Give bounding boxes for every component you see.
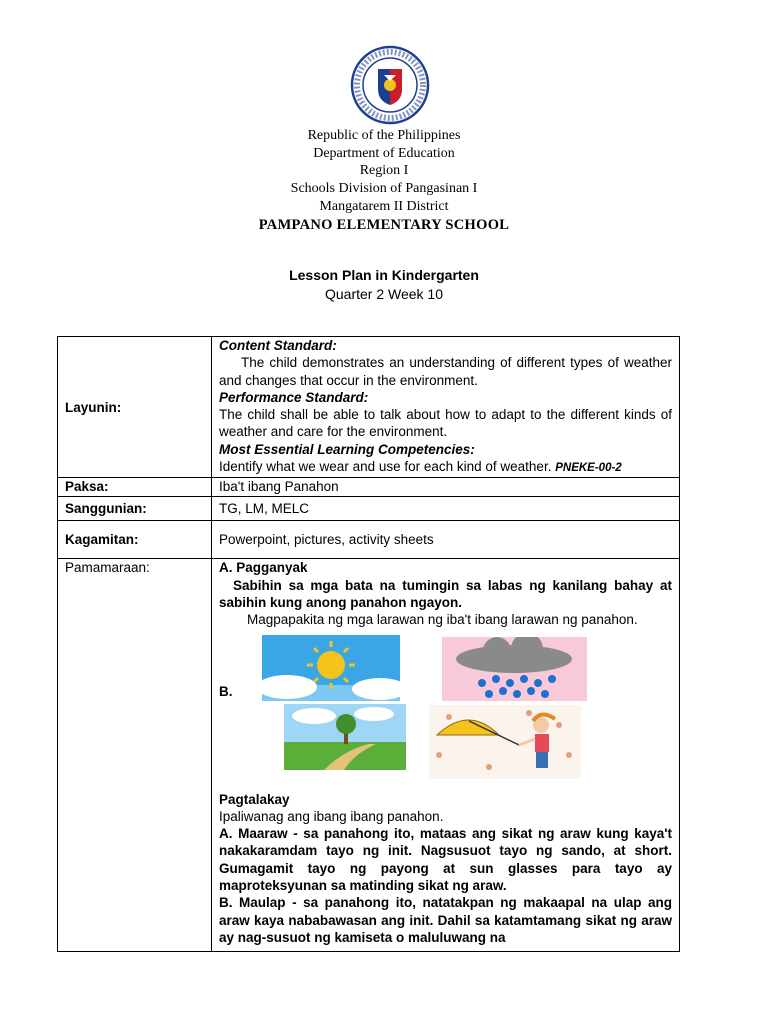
row-pamamaraan: [58, 559, 680, 952]
deped-seal: [350, 45, 430, 125]
content-standard-text: The child demonstrates an understanding of different types of weather and changes that occur in the environment.: [219, 355, 672, 388]
maaraw-paragraph: A. Maaraw - sa panahong ito, mataas ang sikat ng araw kung kaya't nakakaramdam tayo ng init. Nagsusuot tayo ng sando, at short. Gumagamit tayo ng payong at sun glasses para tayo ay maproteksyunan sa matinding sikat ng araw.: [219, 826, 672, 894]
row-paksa: [58, 478, 680, 497]
maulap-paragraph: B. Maulap - sa panahong ito, natatakpan ng makaapal na ulap ang araw kaya nababawasan ang init. Dahil sa katamtamang sikat ng araw ay nag-susuot ng kamiseta o maluluwang na: [219, 895, 672, 945]
value-sanggunian: TG, LM, MELC: [212, 497, 680, 521]
label-paksa: Paksa:: [58, 478, 212, 497]
header-line-3: Region I: [359, 163, 409, 178]
pagtalakay-text: Ipaliwanag ang ibang ibang panahon.: [219, 808, 444, 824]
header-line-4: Schools Division of Pangasinan I: [290, 181, 478, 196]
label-sanggunian: Sanggunian:: [58, 497, 212, 521]
rainy-picture: [442, 637, 587, 701]
row-sanggunian: [58, 497, 680, 521]
performance-standard-text: The child shall be able to talk about how to adapt to the different kinds of weather and care for the environment.: [219, 407, 672, 440]
label-kagamitan: Kagamitan:: [58, 521, 212, 559]
lesson-plan-subtitle: Quarter 2 Week 10: [324, 286, 444, 302]
lesson-plan-title: Lesson Plan in Kindergarten: [289, 267, 479, 283]
lesson-plan-table: [57, 336, 680, 952]
school-name: PAMPANO ELEMENTARY SCHOOL: [258, 217, 510, 233]
pagganyak-instruction: Sabihin sa mga bata na tumingin sa labas ng kanilang bahay at sabihin kung anong panahon ngayon.: [219, 577, 672, 610]
value-paksa: Iba't ibang Panahon: [212, 478, 680, 497]
weather-pictures: [219, 633, 672, 783]
header-line-5: Mangatarem II District: [319, 199, 449, 214]
pagganyak-heading: A. Pagganyak: [219, 560, 308, 576]
melc-heading: Most Essential Learning Competencies:: [219, 441, 475, 457]
label-layunin: Layunin:: [58, 337, 212, 478]
header-line-2: Department of Education: [313, 146, 455, 161]
b-label: B.: [219, 683, 233, 699]
performance-standard-heading: Performance Standard:: [219, 389, 369, 405]
sunny-picture: [262, 635, 400, 701]
pagganyak-text: Magpapakita ng mga larawan ng iba't ibang larawan ng panahon.: [247, 612, 638, 628]
value-kagamitan: Powerpoint, pictures, activity sheets: [212, 521, 680, 559]
row-kagamitan: [58, 521, 680, 559]
melc-text: Identify what we wear and use for each kind of weather.: [219, 459, 552, 475]
pagtalakay-heading: Pagtalakay: [219, 791, 290, 807]
windy-picture: [429, 705, 581, 779]
cloudy-picture: [284, 704, 406, 770]
content-standard-heading: Content Standard:: [219, 338, 337, 353]
header-line-1: Republic of the Philippines: [307, 128, 461, 143]
label-pamamaraan: Pamamaraan:: [58, 559, 212, 952]
melc-code: PNEKE-00-2: [555, 462, 622, 475]
row-layunin: [58, 337, 680, 478]
